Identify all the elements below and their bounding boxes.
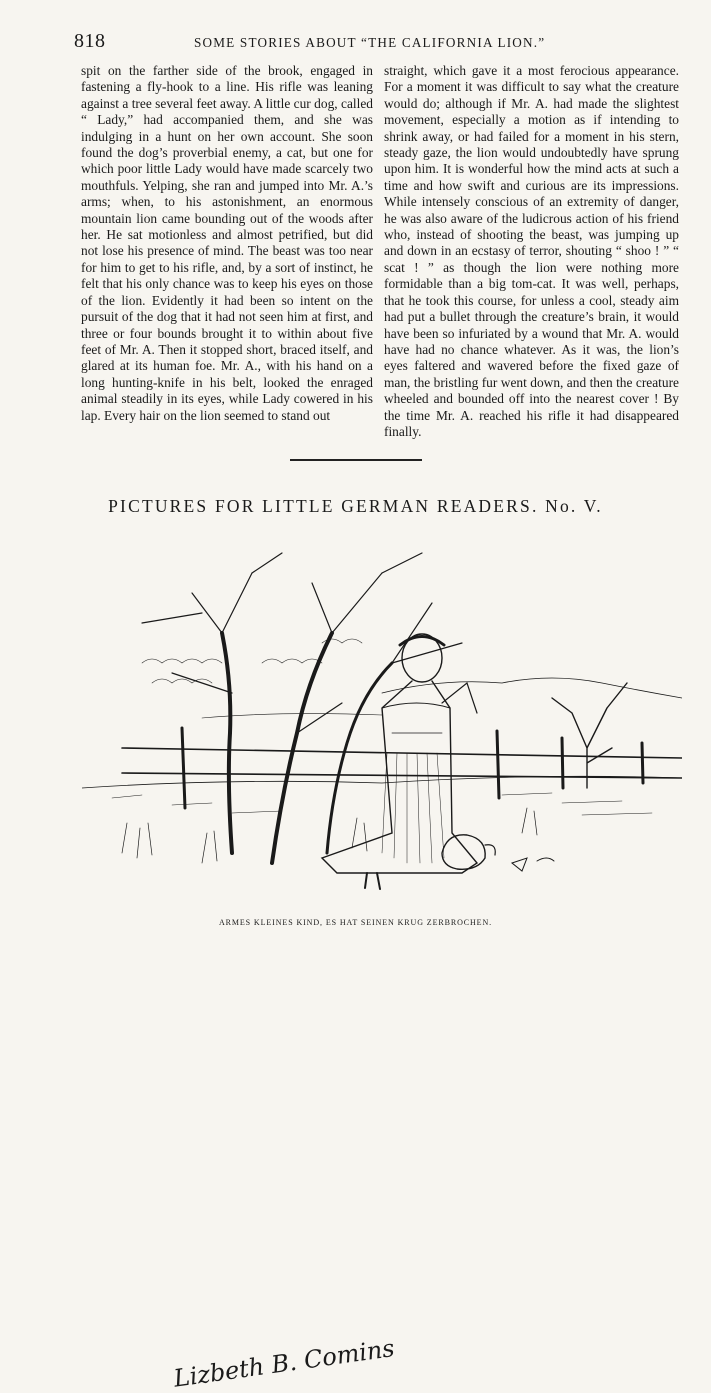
illustration-drawing <box>82 533 682 908</box>
page-number: 818 <box>74 30 106 52</box>
article-column-right <box>384 63 679 440</box>
left-column-text: spit on the farther side of the brook, engaged in fastening a fly-hook to a line. His rifle was leaning against a tree several feet away. A little cur dog, called “ Lady,” had accompanied them, and she was indulging in a hunt on her own account. She soon found the dog’s proverbial enemy, a cat, but one for which poor little Lady would have made scarcely two mouthfuls. Yelping, she ran and jumped into Mr. A.’s arms; when, to his astonishment, an enormous mountain lion came bounding out of the woods after her. He sat motionless and almost petrified, but did not lose his presence of mind. The beast was too near for him to get to his rifle, and, by a sort of instinct, he felt that his only chance was to keep his eyes on those of the lion. Evidently it had been so intent on the pursuit of the dog that it had not seen him at first, and three or four bounds brought it to within about five feet of Mr. A. Then it stopped short, braced itself, and glared at its human foe. Mr. A., with his hand on a long hunting-knife in his belt, looked the enraged animal steadily in its eyes, while Lady cowered in his lap. Every hair on the lion seemed to stand out <box>81 63 373 423</box>
illustration-caption: ARMES KLEINES KIND, ES HAT SEINEN KRUG ZERBROCHEN. <box>218 918 493 927</box>
running-title: SOME STORIES ABOUT “THE CALIFORNIA LION.” <box>194 35 546 50</box>
artist-signature: Lizbeth B. Comins <box>172 1334 397 1393</box>
section-divider <box>290 459 422 461</box>
article-column-left <box>81 63 373 424</box>
page-header <box>74 30 653 52</box>
article-body <box>81 63 679 439</box>
right-column-text: straight, which gave it a most ferocious appearance. For a moment it was difficult to say what the creature would do; although if Mr. A. had made the slightest movement, especially a motion as if intending to shrink away, or had failed for a moment in his stern, steady gaze, the lion would undoubtedly have sprung upon him. It is wonderful how the mind acts at such a time and how swift and curious are its impressions. While intensely conscious of an extremity of danger, he was also aware of the ludicrous action of his friend who, instead of shooting the beast, was jumping up and down in an ecstasy of terror, shouting “ shoo ! ” “ scat ! ” as though the lion were nothing more formidable than a big tom-cat. It was well, perhaps, that he took this course, for unless a cool, steady aim had put a bullet through the creature’s brain, it would have been so infuriated by a wound that Mr. A. would have had no chance whatever. As it was, the lion’s eyes faltered and wavered before the fixed gaze of man, the bristling fur went down, and then the creature wheeled and bounded off into the nearest cover ! By the time Mr. A. reached his rifle it had disappeared finally. <box>384 63 679 439</box>
section-title: PICTURES FOR LITTLE GERMAN READERS. No. V. <box>108 496 603 516</box>
